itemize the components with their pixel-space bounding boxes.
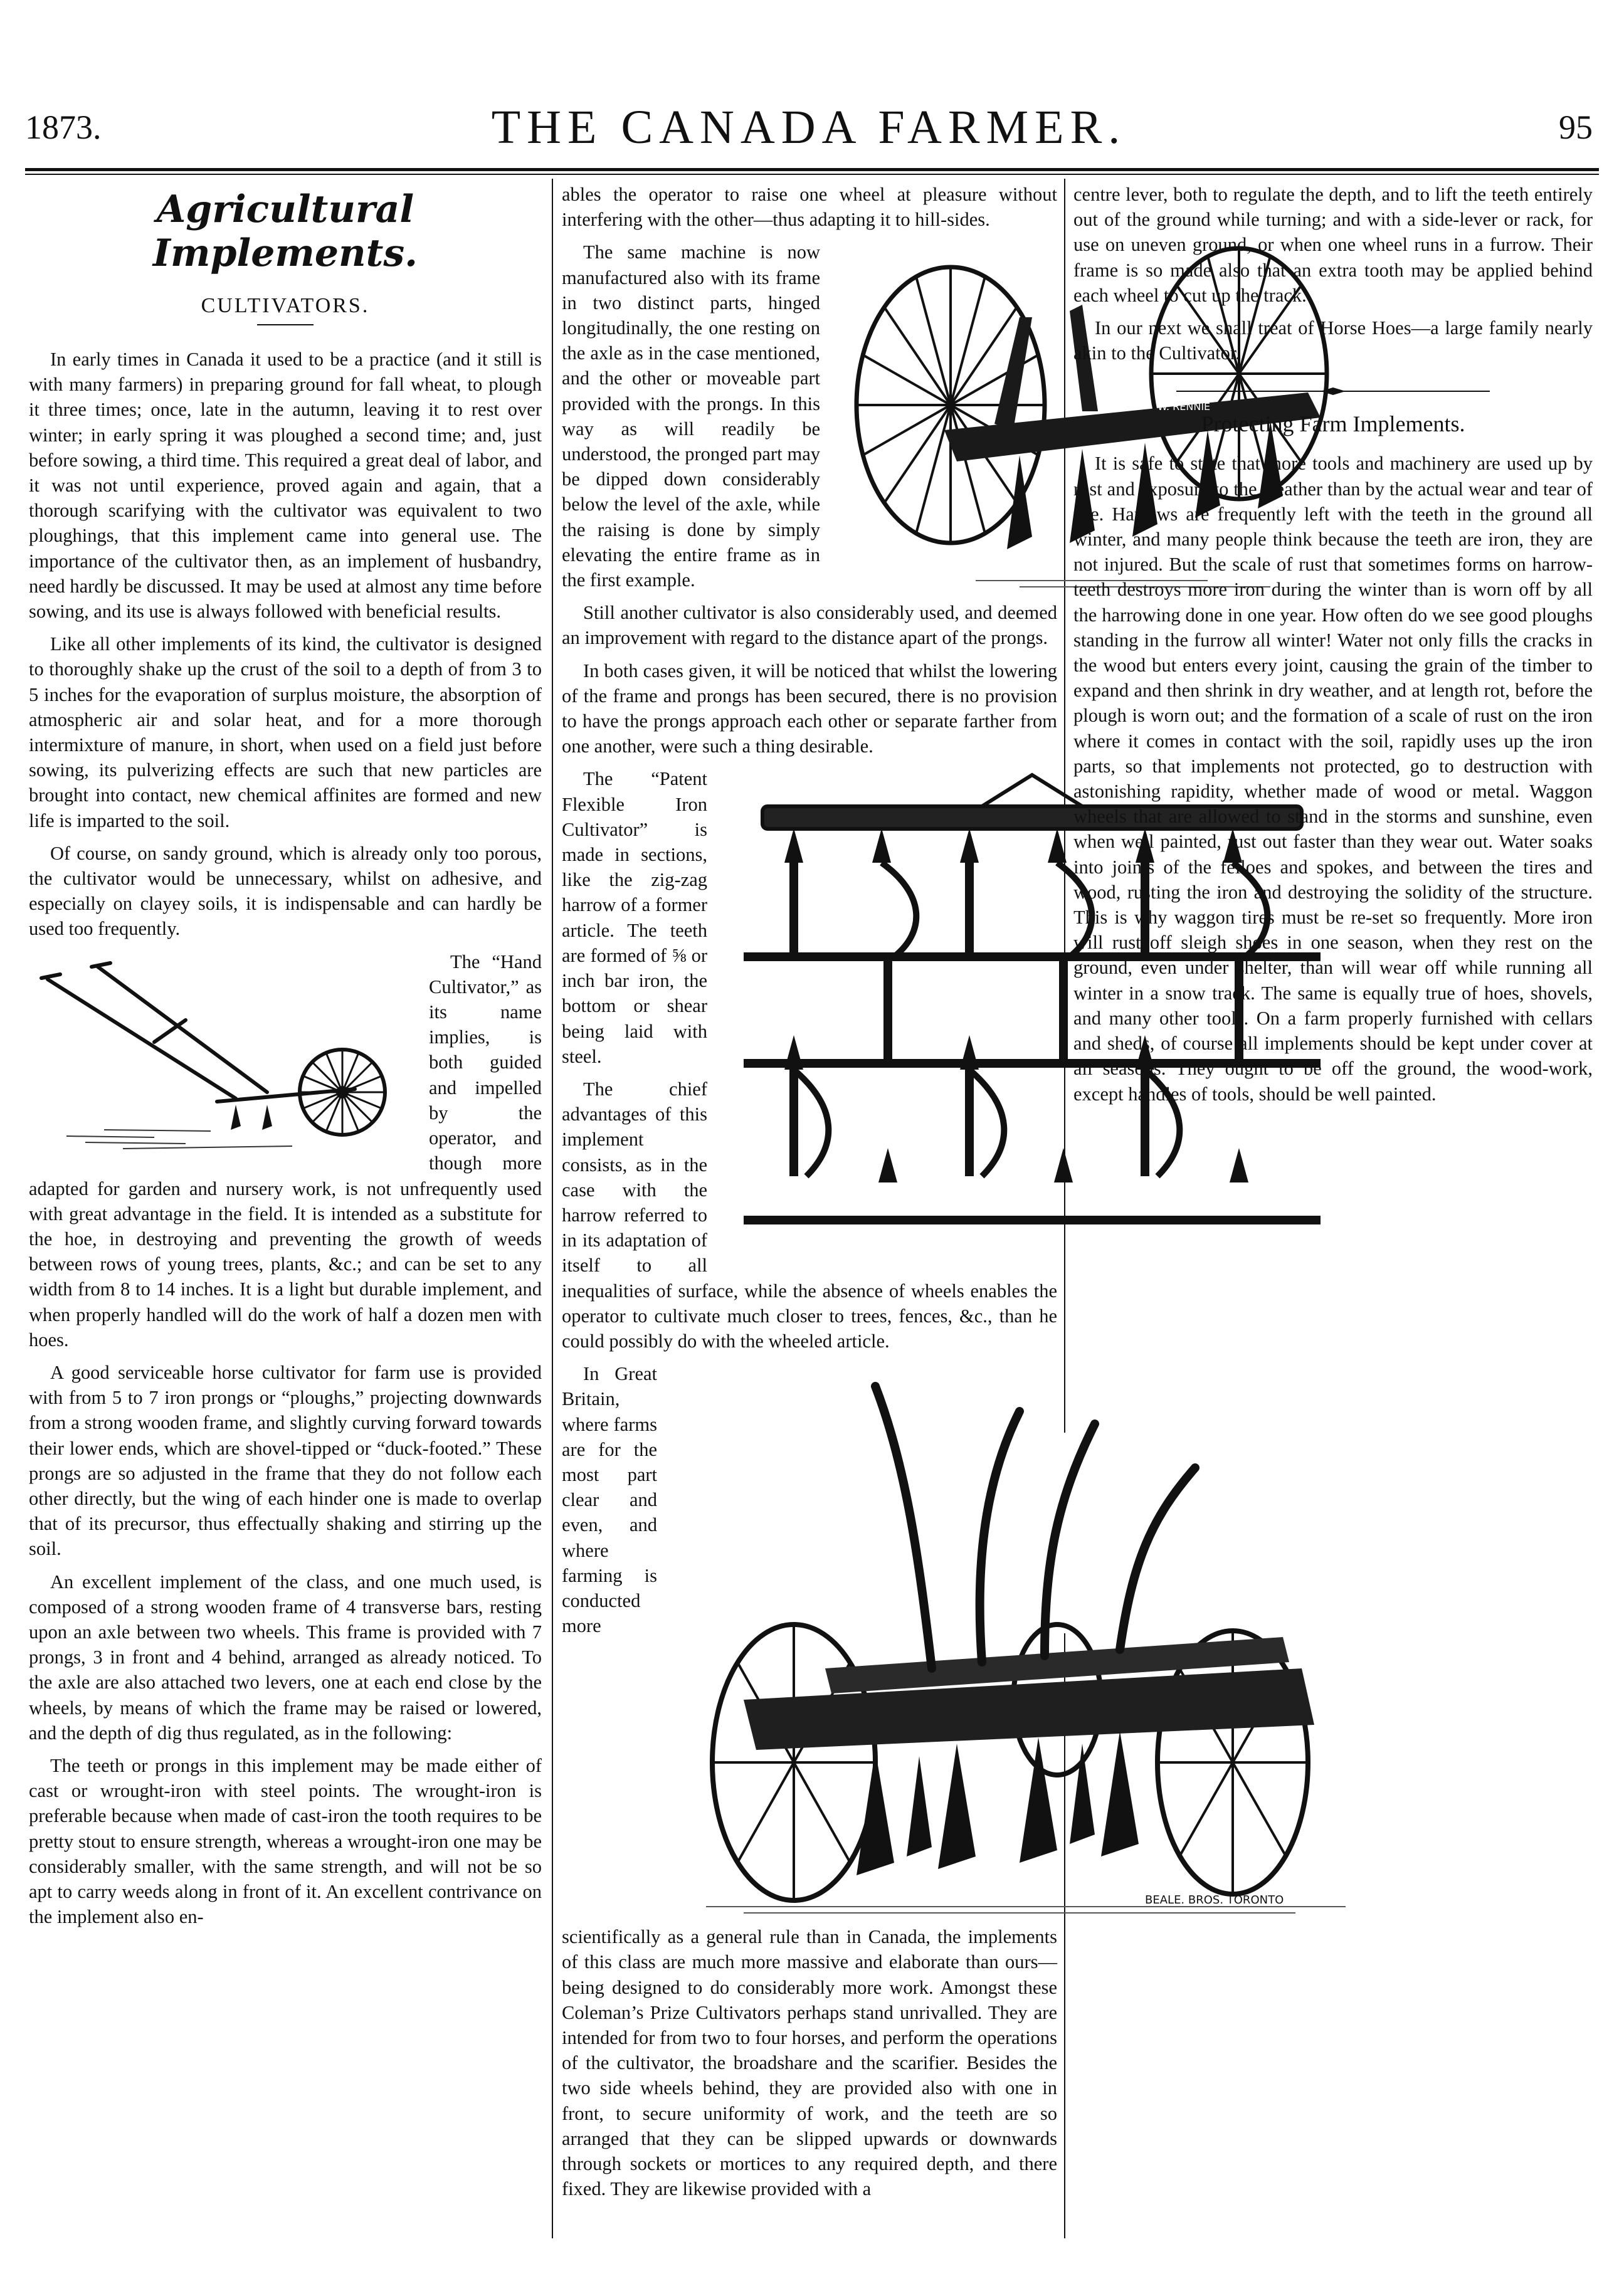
cultivators-heading: CULTIVATORS. [201, 294, 370, 317]
header-year: 1873. [25, 108, 102, 146]
paragraph: In both cases given, it will be noticed that whilst the lowering of the frame and prongs has been secured, there is no provision to have the prongs approach each other or separate farther from one another, were such a thing desirable. [562, 660, 1057, 757]
paragraph: The chief advantages of this implement consists, as in the case with the harrow referred to in its adaptation of itself to all inequalities of surface, while the absence of wheels enables the operator to cultivate much closer to trees, fences, &c., than he could possibly do with the wheeled article. [562, 1078, 1057, 1352]
protecting-implements-heading: Protecting Farm Implements. [1201, 411, 1465, 437]
header-rule-thin [25, 174, 1599, 175]
paragraph: In Great Britain, where farms are for the most part clear and even, and where farming is conducted more scientifically as a general rule than in Canada, the implements of this class are much more massive and elaborate than ours—being designed to do considerably more work. Amongst these Coleman’s Prize Cultivators perhaps stand unrivalled. They are intended for from two to four horses, and perform the operations of the cultivator, the broadshare and the scarifier. Besides the two side wheels behind, they are provided also with one in front, to secure uniformity of work, and the teeth are so arranged that they can be slipped upwards or downwards through sockets or mortices to any required depth, and there fixed. They are likewise provided with a [562, 1363, 1057, 2200]
engraver-credit: BEALE. BROS. TORONTO [1145, 1893, 1284, 1907]
page-header [25, 100, 1593, 163]
column-3 [1073, 182, 1593, 1114]
header-rule [25, 168, 1599, 171]
section-title: Agricultural Implements. [152, 187, 418, 275]
paragraph: A good serviceable horse cultivator for farm use is provided with from 5 to 7 iron prongs or “ploughs,” projecting downwards from a strong wooden frame, and slightly curving forward towards their lower ends, which are shovel-tipped or “duck-footed.” These prongs are so adjusted in the frame that they do not follow each other directly, but the wing of each hinder one is made to overlap that of its precursor, thus effectually shaking and stirring up the soil. [29, 1361, 542, 1560]
paragraph: centre lever, both to regulate the depth, and to lift the teeth entirely out of the ground while turning; and with a side-lever or rack, for use on uneven ground, or when one wheel runs in a furrow. Their frame is so made also that an extra tooth may be applied behind each wheel to cut up the track. [1073, 184, 1593, 306]
paragraph: Like all other implements of its kind, the cultivator is designed to thoroughly shake up the crust of the soil to a depth of from 3 to 5 inches for the evaporation of surplus moisture, the absorption of atmospheric air and solar heat, and for a more thorough intermixture of manure, in short, when used on a field just before sowing, its pulverizing effects are such that new particles are brought into contact, new chemical affinites are formed and new life is imparted to the soil. [29, 633, 542, 831]
paragraph: It is safe to state that more tools and machinery are used up by rust and exposure to the weather than by the actual wear and tear of use. Harrows are frequently left with the teeth in the ground all winter, and many people think because the teeth are iron, they are not injured. But the scale of rust that sometimes forms on harrow-teeth destroys more iron during the winter than is worn off by all the harrowing done in one year. How often do we see good ploughs standing in the furrow all winter! Water not only fills the cracks in the wood but enters every joint, causing the grain of the timber to expand and then shrink in dry weather, and at length rot, before the plough is worn out; and the formation of a scale of rust on the iron where it comes in contact with the soil, rapidly uses up the iron parts, so that implements not protected, go to destruction with astonishing rapidity, whether made of wood or metal. Waggon wheels that are allowed to stand in the storms and sunshine, even when well painted, rust out faster than they wear out. Water soaks into joints of the felloes and spokes, and between the tires and wood, rusting the iron and destroying the solidity of the structure. This is why waggon tires must be re-set so frequently. More iron will rust off sleigh shoes in one season, when they rest on the ground, even under shelter, than will wear off while running all winter in a snow track. The same is equally true of hoes, shovels, and many other tools. On a farm properly furnished with cellars and sheds, of course all implements should be kept under cover at all seasons. They ought to be off the ground, the wood-work, except handles of tools, should be well painted. [1073, 453, 1593, 1105]
coleman-cultivator-illustration [668, 1374, 1383, 1919]
paragraph: Still another cultivator is also considerably used, and deemed an improvement with regard to the distance apart of the prongs. [562, 602, 1057, 649]
page-number: 95 [1559, 108, 1593, 146]
article-divider [1073, 387, 1593, 398]
paragraph: The “Patent Flexible Iron Cultivator” is made in sections, like the zig-zag harrow of a former article. The teeth are formed of ⅝ or inch bar iron, the bottom or shear being laid with steel. [562, 768, 707, 1067]
column-1 [29, 185, 542, 1937]
maker-plate: W. RENNIE [1157, 401, 1211, 413]
column-rule-1 [552, 179, 553, 2238]
paragraph: ables the operator to raise one wheel at pleasure without interfering with the other—thus adapting it to hill-sides. [562, 184, 1057, 231]
paragraph: In early times in Canada it used to be a practice (and it still is with many farmers) in preparing ground for fall wheat, to plough it three times; once, late in the autumn, leaving it to rest over winter; in early spring it was ploughed a second time; and, just before sowing, a third time. This required a great deal of labor, and it was not until experience, proved again and again, that a thorough scarifying with the cultivator was equivalent to two ploughings, that this implement came into general use. The importance of the cultivator then, as an implement of husbandry, need hardly be discussed. It may be used at almost any time before sowing, and its use is always followed with beneficial results. [29, 349, 542, 623]
heading-divider [257, 324, 314, 325]
paragraph: An excellent implement of the class, and one much used, is composed of a strong wooden frame of 4 transverse bars, resting upon an axle between two wheels. This frame is provided with 7 prongs, 3 in front and 4 behind, arranged as already noticed. To the axle are also attached two levers, one at each end close by the wheels, by means of which the frame may be raised or lowered, and the depth of dig thus regulated, as in the following: [29, 1571, 542, 1744]
paragraph: The “Hand Cultivator,” as its name implies, is both guided and impelled by the operator, and though more adapted for garden and nursery work, is not unfrequently used with great advantage in the field. It is intended as a substitute for the hoe, in destroying and preventing the growth of weeds between rows of young trees, plants, &c.; and can be set to any width from 8 to 14 inches. It is a light but durable implement, and when properly handled will do the work of half a dozen men with hoes. [29, 951, 542, 1351]
hand-cultivator-illustration [29, 954, 418, 1155]
paragraph: Of course, on sandy ground, which is already only too porous, the cultivator would be unnecessary, whilst on adhesive, and especially on clayey soils, it is indispensable and can hardly be used too frequently. [29, 842, 542, 940]
paragraph: The teeth or prongs in this implement may be made either of cast or wrought-iron with steel points. The wrought-iron is preferable because when made of cast-iron the tooth requires to be pretty stout to ensure strength, whereas a wrought-iron one may be considerably smaller, with the same strength, and will not be so apt to carry weeds along in front of it. An excellent contrivance on the implement also en- [29, 1754, 542, 1928]
paragraph: The same machine is now manufactured also with its frame in two distinct parts, hinged longitudinally, the one resting on the axle as in the case mentioned, and the other or moveable part provided with the prongs. In this way as will readily be understood, the pronged part may be dipped down considerably below the level of the axle, while the raising is done by simply elevating the entire frame as in the first example. [562, 241, 820, 591]
paragraph: In our next we shall treat of Horse Hoes—a large family nearly akin to the Cultivator. [1073, 317, 1593, 364]
masthead-title: THE CANADA FARMER. [491, 101, 1127, 154]
column-2 [562, 182, 1284, 2209]
